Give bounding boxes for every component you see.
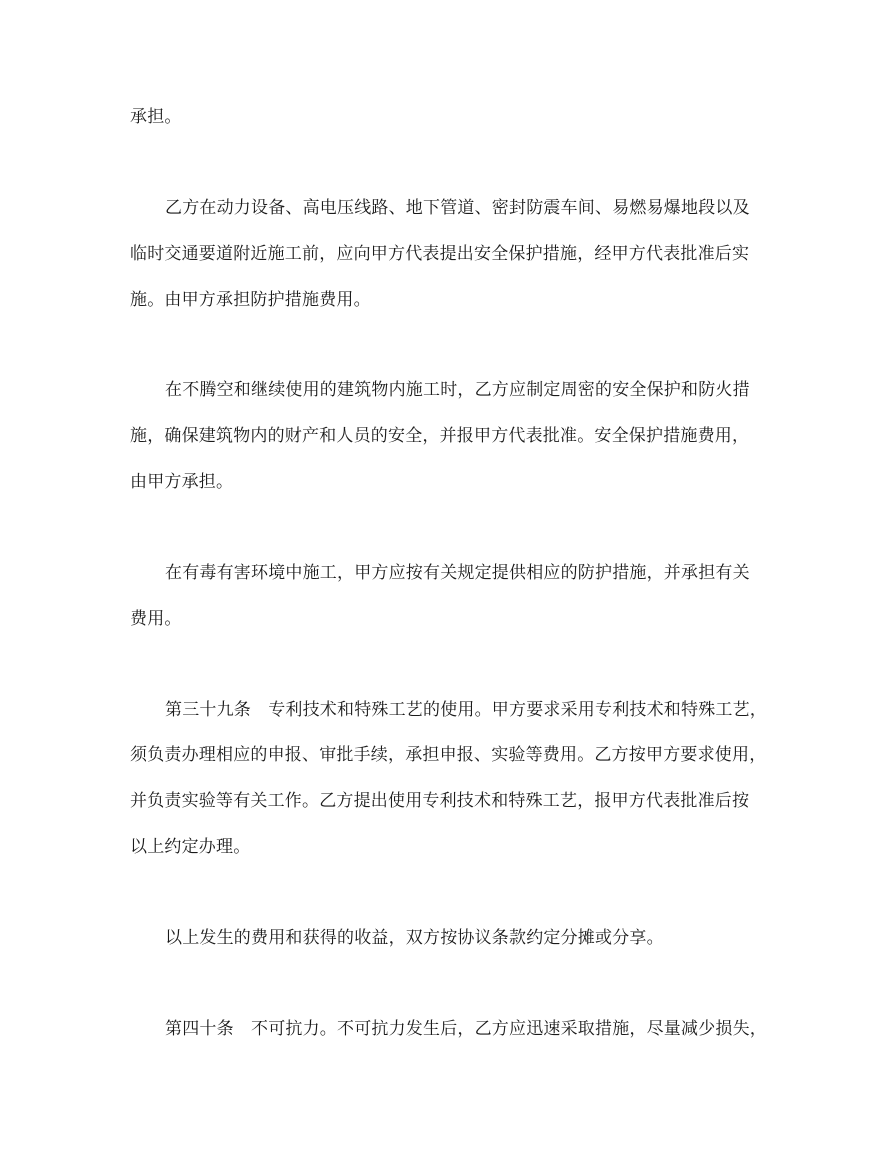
paragraph-6-line-1: 以上发生的费用和获得的收益，双方按协议条款约定分摊或分享。 <box>165 928 664 948</box>
paragraph-3-line-3: 由甲方承担。 <box>130 472 234 492</box>
paragraph-1-line-1: 承担。 <box>130 107 182 127</box>
paragraph-4-line-1: 在有毒有害环境中施工，甲方应按有关规定提供相应的防护措施，并承担有关 <box>165 563 750 583</box>
paragraph-5-line-3: 并负责实验等有关工作。乙方提出使用专利技术和特殊工艺，报甲方代表批准后按 <box>130 791 750 811</box>
paragraph-5-line-1: 第三十九条 专利技术和特殊工艺的使用。甲方要求采用专利技术和特殊工艺， <box>165 700 767 720</box>
paragraph-2-line-3: 施。由甲方承担防护措施费用。 <box>130 290 371 310</box>
paragraph-5-line-2: 须负责办理相应的申报、审批手续，承担申报、实验等费用。乙方按甲方要求使用， <box>130 745 767 765</box>
paragraph-4-line-2: 费用。 <box>130 609 182 629</box>
paragraph-5-line-4: 以上约定办理。 <box>130 837 251 857</box>
paragraph-2-line-1: 乙方在动力设备、高电压线路、地下管道、密封防震车间、易燃易爆地段以及 <box>165 198 750 218</box>
paragraph-7-line-1: 第四十条 不可抗力。不可抗力发生后，乙方应迅速采取措施，尽量减少损失， <box>165 1019 767 1039</box>
paragraph-3-line-2: 施，确保建筑物内的财产和人员的安全，并报甲方代表批准。安全保护措施费用， <box>130 426 750 446</box>
paragraph-3-line-1: 在不腾空和继续使用的建筑物内施工时，乙方应制定周密的安全保护和防火措 <box>165 380 750 400</box>
paragraph-2-line-2: 临时交通要道附近施工前，应向甲方代表提出安全保护措施，经甲方代表批准后实 <box>130 244 750 264</box>
